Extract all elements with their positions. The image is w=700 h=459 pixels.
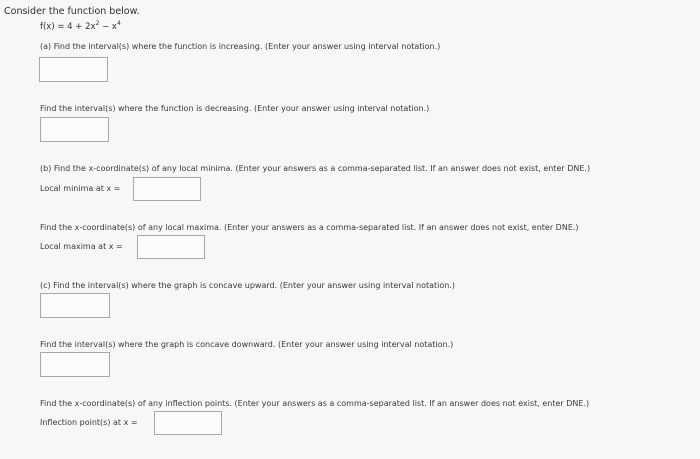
local-maxima-question: Find the x-coordinate(s) of any local maxima. (Enter your answers as a comma-separated list. If an answer does not exist, enter DNE.): [40, 223, 579, 232]
decreasing-answer-input[interactable]: [40, 117, 109, 142]
function-prefix: f(x) = 4 + 2x: [40, 22, 96, 32]
concave-up-question: (c) Find the interval(s) where the graph is concave upward. (Enter your answer using interval notation.): [40, 281, 455, 290]
concave-up-answer-input[interactable]: [40, 293, 110, 318]
function-exponent-2: 2: [95, 20, 100, 28]
increasing-question: (a) Find the interval(s) where the function is increasing. (Enter your answer using interval notation.): [40, 42, 441, 51]
concave-down-answer-input[interactable]: [40, 352, 110, 377]
function-exponent-4: 4: [116, 20, 121, 28]
decreasing-question: Find the interval(s) where the function is decreasing. (Enter your answer using interval notation.): [40, 104, 430, 113]
function-middle: − x: [99, 22, 117, 32]
local-minima-answer-input[interactable]: [133, 177, 201, 201]
intro-text: Consider the function below.: [4, 6, 140, 17]
local-maxima-label: Local maxima at x =: [40, 242, 123, 251]
increasing-answer-input[interactable]: [39, 57, 108, 82]
concave-down-question: Find the interval(s) where the graph is concave downward. (Enter your answer using interval notation.): [40, 340, 454, 349]
inflection-question: Find the x-coordinate(s) of any inflection points. (Enter your answers as a comma-separated list. If an answer does not exist, enter DNE.): [40, 399, 590, 408]
local-minima-question: (b) Find the x-coordinate(s) of any local minima. (Enter your answers as a comma-separated list. If an answer does not exist, enter DNE.): [40, 164, 591, 173]
inflection-answer-input[interactable]: [154, 411, 222, 435]
function-definition: [40, 22, 121, 32]
inflection-label: Inflection point(s) at x =: [40, 418, 138, 427]
local-maxima-answer-input[interactable]: [137, 235, 205, 259]
local-minima-label: Local minima at x =: [40, 184, 121, 193]
